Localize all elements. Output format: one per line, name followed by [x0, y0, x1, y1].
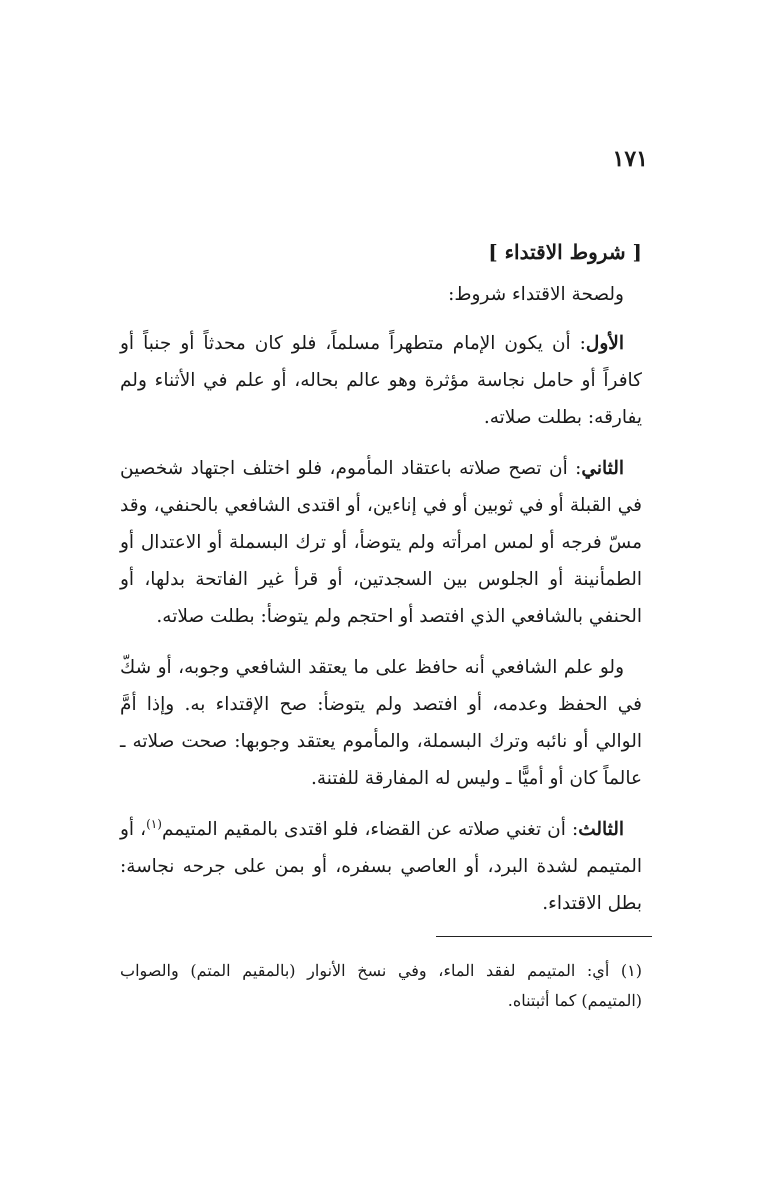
condition-second-note-text: ولو علم الشافعي أنه حافظ على ما يعتقد الشافعي وجوبه، أو شكّ في الحفظ وعدمه، أو افتصد ولم يتوضأ: صح الإقتداء به. وإذا أمَّ الوالي أو نائبه وترك البسملة، والمأموم يعتقد وجوبها: صحت صلاته ـ عالماً كان أو أميًّا ـ وليس له المفارقة للفتنة. — [120, 657, 642, 789]
footnote-divider — [436, 936, 652, 937]
condition-second-text: : أن تصح صلاته باعتقاد المأموم، فلو اختلف اجتهاد شخصين في القبلة أو في ثوبين أو في إناءين، أو اقتدى الشافعي بالحنفي، وقد مسّ فرجه أو لمس امرأته ولم يتوضأ، أو ترك البسملة أو الاعتدال أو الطمأنينة أو الجلوس بين السجدتين، أو قرأ غير الفاتحة بدلها، أو الحنفي بالشافعي الذي افتصد أو احتجم ولم يتوضأ: بطلت صلاته. — [120, 458, 642, 627]
intro-text: ولصحة الاقتداء شروط: — [448, 284, 624, 305]
page-number: ١٧١ — [612, 146, 648, 172]
footnote: (١) أي: المتيمم لفقد الماء، وفي نسخ الأنوار (بالمقيم المتم) والصواب (المتيمم) كما أثبتناه. — [120, 961, 642, 1010]
condition-third — [120, 811, 642, 922]
condition-first-lead: الأول — [585, 333, 624, 354]
condition-second-note — [120, 649, 642, 797]
condition-third-text-a: : أن تغني صلاته عن القضاء، فلو اقتدى بالمقيم المتيمم — [161, 819, 579, 840]
condition-third-lead: الثالث — [578, 819, 624, 840]
section-intro — [120, 276, 642, 313]
footnote-reference: (١) — [146, 816, 162, 831]
condition-first-text: : أن يكون الإمام متطهراً مسلماً، فلو كان محدثاً أو جنباً أو كافراً أو حامل نجاسة مؤثرة وهو عالم بحاله، أو علم في الأثناء ولم يفارقه: بطلت صلاته. — [120, 333, 642, 428]
section-heading: [ شروط الاقتداء ] — [488, 240, 642, 264]
condition-second-lead: الثاني — [581, 458, 624, 479]
condition-third-text-b: ، أو المتيمم لشدة البرد، أو العاصي بسفره، أو بمن على جرحه نجاسة: بطل الاقتداء. — [120, 819, 642, 914]
condition-first — [120, 325, 642, 436]
condition-second — [120, 450, 642, 635]
main-text — [120, 232, 642, 936]
